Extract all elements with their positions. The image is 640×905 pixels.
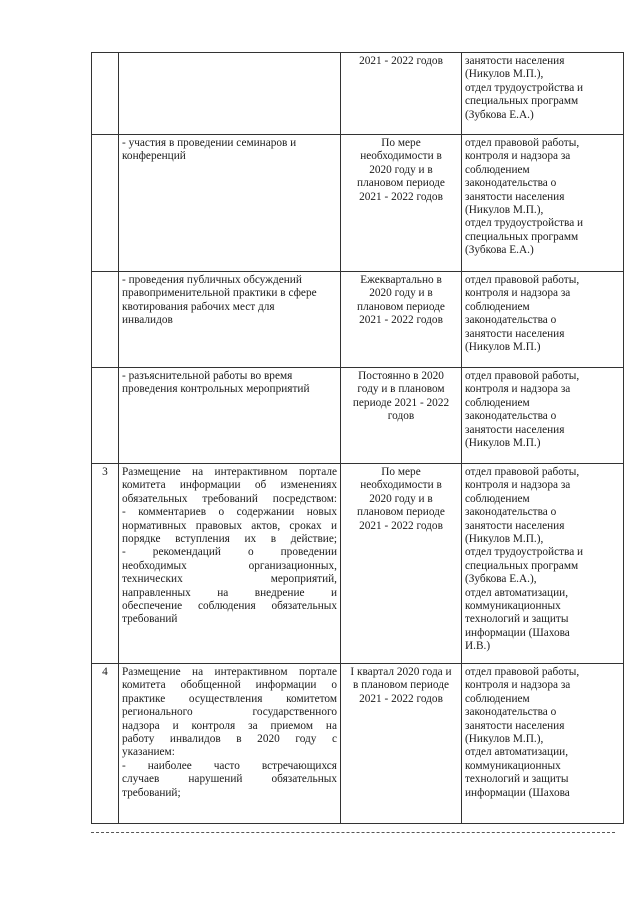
term-cell-line: плановом периоде [357, 177, 445, 190]
table-row [92, 272, 624, 368]
action-cell-line: работу инвалидов в 2020 году с [122, 733, 337, 746]
term-cell-line: 2021 - 2022 годов [359, 314, 443, 327]
responsible-cell-line: коммуникационных [465, 600, 561, 613]
action-cell-line: указанием: [122, 746, 175, 759]
action-cell-line: правоприменительной практики в сфере [122, 287, 317, 300]
action-cell-line: случаев нарушений обязательных [122, 773, 337, 786]
term-cell-line: в плановом периоде [352, 679, 450, 692]
responsible-cell [462, 272, 624, 368]
action-cell-line: регионального государственного [122, 706, 337, 719]
table-row [92, 135, 624, 272]
responsible-cell-line: отдел правовой работы, [465, 274, 580, 286]
term-cell-line: плановом периоде [357, 300, 445, 313]
responsible-cell-line: соблюдением [465, 396, 530, 409]
action-cell [119, 53, 341, 135]
responsible-cell-line: занятости населения [465, 190, 565, 203]
action-cell-line: необходимых организационных, [122, 559, 337, 572]
action-cell [119, 664, 341, 824]
action-cell-line: комитета обобщенной информации о [122, 679, 337, 692]
responsible-cell-line: (Зубкова Е.А.), [465, 573, 537, 586]
responsible-cell-line: И.В.) [465, 640, 491, 653]
action-cell [119, 272, 341, 368]
item-number [92, 272, 119, 368]
responsible-cell [462, 53, 624, 135]
term-cell-line: 2021 - 2022 годов [359, 519, 443, 532]
responsible-cell-line: занятости населения [465, 719, 565, 732]
action-cell-line: конференций [122, 150, 186, 163]
item-number [92, 53, 119, 135]
action-cell-line: инвалидов [122, 314, 173, 327]
responsible-cell-line: соблюдением [465, 492, 530, 505]
responsible-cell-line: законодательства о [465, 706, 557, 719]
action-cell [119, 135, 341, 272]
responsible-cell-line: отдел трудоустройства и [465, 546, 584, 559]
term-cell-line: Ежеквартально в [360, 274, 442, 286]
responsible-cell-line: отдел автоматизации, [465, 586, 569, 599]
table-row [92, 368, 624, 464]
action-cell-line: - наиболее часто встречающихся [122, 759, 337, 772]
responsible-cell-line: отдел правовой работы, [465, 370, 580, 382]
responsible-cell-line: контроля и надзора за [465, 287, 571, 300]
responsible-cell-line: контроля и надзора за [465, 479, 571, 492]
action-cell-line: - проведения публичных обсуждений [122, 274, 302, 286]
responsible-cell-line: отдел трудоустройства и [465, 217, 584, 230]
responsible-cell-line: специальных программ [465, 559, 579, 572]
responsible-cell-line: контроля и надзора за [465, 679, 571, 692]
term-cell-line: 2021 - 2022 годов [359, 55, 443, 67]
responsible-cell [462, 464, 624, 664]
responsible-cell-line: специальных программ [465, 230, 579, 243]
term-cell [341, 464, 462, 664]
action-cell [119, 464, 341, 664]
action-cell-line: нормативных правовых актов, сроках и [122, 519, 337, 532]
action-cell-line: комитета информации об изменениях [122, 479, 337, 492]
responsible-cell-line: занятости населения [465, 55, 565, 67]
term-cell-line: 2020 году и в [369, 287, 433, 300]
action-cell-line: проведения контрольных мероприятий [122, 383, 310, 396]
action-cell-line: - разъяснительной работы во время [122, 370, 293, 382]
responsible-cell [462, 664, 624, 824]
action-cell [119, 368, 341, 464]
action-cell-line: практике осуществления комитетом [122, 692, 337, 705]
responsible-cell-line: (Никулов М.П.), [465, 204, 544, 217]
action-cell-line: направленных на внедрение и [122, 586, 337, 599]
action-cell-line: - рекомендаций о проведении [122, 546, 337, 559]
responsible-cell-line: законодательства о [465, 410, 557, 423]
term-cell [341, 368, 462, 464]
responsible-cell-line: занятости населения [465, 519, 565, 532]
item-number: 3 [92, 464, 119, 664]
action-cell-line: требований; [122, 786, 181, 799]
responsible-cell-line: законодательства о [465, 177, 557, 190]
responsible-cell-line: контроля и надзора за [465, 383, 571, 396]
term-cell-line: плановом периоде [357, 506, 445, 519]
responsible-cell-line: отдел правовой работы, [465, 137, 580, 149]
action-cell-line: требований [122, 613, 178, 626]
responsible-cell [462, 135, 624, 272]
responsible-cell-line: специальных программ [465, 95, 579, 108]
responsible-cell-line: коммуникационных [465, 759, 561, 772]
responsible-cell-line: занятости населения [465, 423, 565, 436]
responsible-cell-line: соблюдением [465, 163, 530, 176]
term-cell-line: По мере [381, 137, 421, 149]
responsible-cell-line: отдел правовой работы, [465, 666, 580, 678]
responsible-cell-line: технологий и защиты [465, 773, 569, 786]
responsible-cell-line: отдел автоматизации, [465, 746, 569, 759]
term-cell-line: 2020 году и в [369, 163, 433, 176]
responsible-cell-line: технологий и защиты [465, 613, 569, 626]
responsible-cell-line: (Зубкова Е.А.) [465, 244, 534, 257]
action-cell-line: обеспечение соблюдения обязательных [122, 600, 337, 613]
term-cell-line: годов [387, 410, 415, 423]
action-cell-line: Размещение на интерактивном портале [122, 666, 337, 678]
term-cell [341, 135, 462, 272]
responsible-cell-line: (Никулов М.П.), [465, 533, 544, 546]
responsible-cell-line: информации (Шахова [465, 626, 570, 639]
plan-table [91, 52, 624, 824]
term-cell [341, 272, 462, 368]
term-cell-line: По мере [381, 466, 421, 478]
term-cell-line: 2020 году и в [369, 492, 433, 505]
action-cell-line: порядке вступления их в действие; [122, 533, 337, 546]
responsible-cell-line: соблюдением [465, 300, 530, 313]
table-row [92, 664, 624, 824]
item-number: 4 [92, 664, 119, 824]
responsible-cell-line: (Никулов М.П.), [465, 68, 544, 81]
page-cut-line [91, 832, 615, 833]
action-cell-line: квотирования рабочих мест для [122, 300, 275, 313]
term-cell [341, 664, 462, 824]
term-cell-line: году и в плановом [357, 383, 445, 396]
responsible-cell-line: соблюдением [465, 692, 530, 705]
action-cell-line: технических мероприятий, [122, 573, 337, 586]
action-cell-line: - комментариев о содержании новых [122, 506, 337, 519]
responsible-cell-line: контроля и надзора за [465, 150, 571, 163]
responsible-cell-line: отдел трудоустройства и [465, 81, 584, 94]
term-cell [341, 53, 462, 135]
action-cell-line: - участия в проведении семинаров и [122, 137, 297, 149]
term-cell-line: 2021 - 2022 годов [359, 692, 443, 705]
term-cell-line: необходимости в [360, 479, 442, 492]
action-cell-line: надзора и контроля за приемом на [122, 719, 337, 732]
responsible-cell-line: (Зубкова Е.А.) [465, 108, 534, 121]
term-cell-line: I квартал 2020 года и [350, 666, 452, 678]
responsible-cell-line: отдел правовой работы, [465, 466, 580, 478]
action-cell-line: Размещение на интерактивном портале [122, 466, 337, 478]
term-cell-line: Постоянно в 2020 [358, 370, 444, 382]
term-cell-line: необходимости в [360, 150, 442, 163]
action-cell-line: обязательных требований посредством: [122, 492, 337, 505]
term-cell-line: периоде 2021 - 2022 [352, 396, 450, 409]
responsible-cell-line: информации (Шахова [465, 786, 570, 799]
table-row [92, 464, 624, 664]
responsible-cell-line: (Никулов М.П.) [465, 437, 541, 450]
item-number [92, 135, 119, 272]
responsible-cell-line: (Никулов М.П.) [465, 341, 541, 354]
responsible-cell-line: занятости населения [465, 327, 565, 340]
table-row [92, 53, 624, 135]
item-number [92, 368, 119, 464]
responsible-cell [462, 368, 624, 464]
responsible-cell-line: (Никулов М.П.), [465, 733, 544, 746]
term-cell-line: 2021 - 2022 годов [359, 190, 443, 203]
responsible-cell-line: законодательства о [465, 314, 557, 327]
responsible-cell-line: законодательства о [465, 506, 557, 519]
